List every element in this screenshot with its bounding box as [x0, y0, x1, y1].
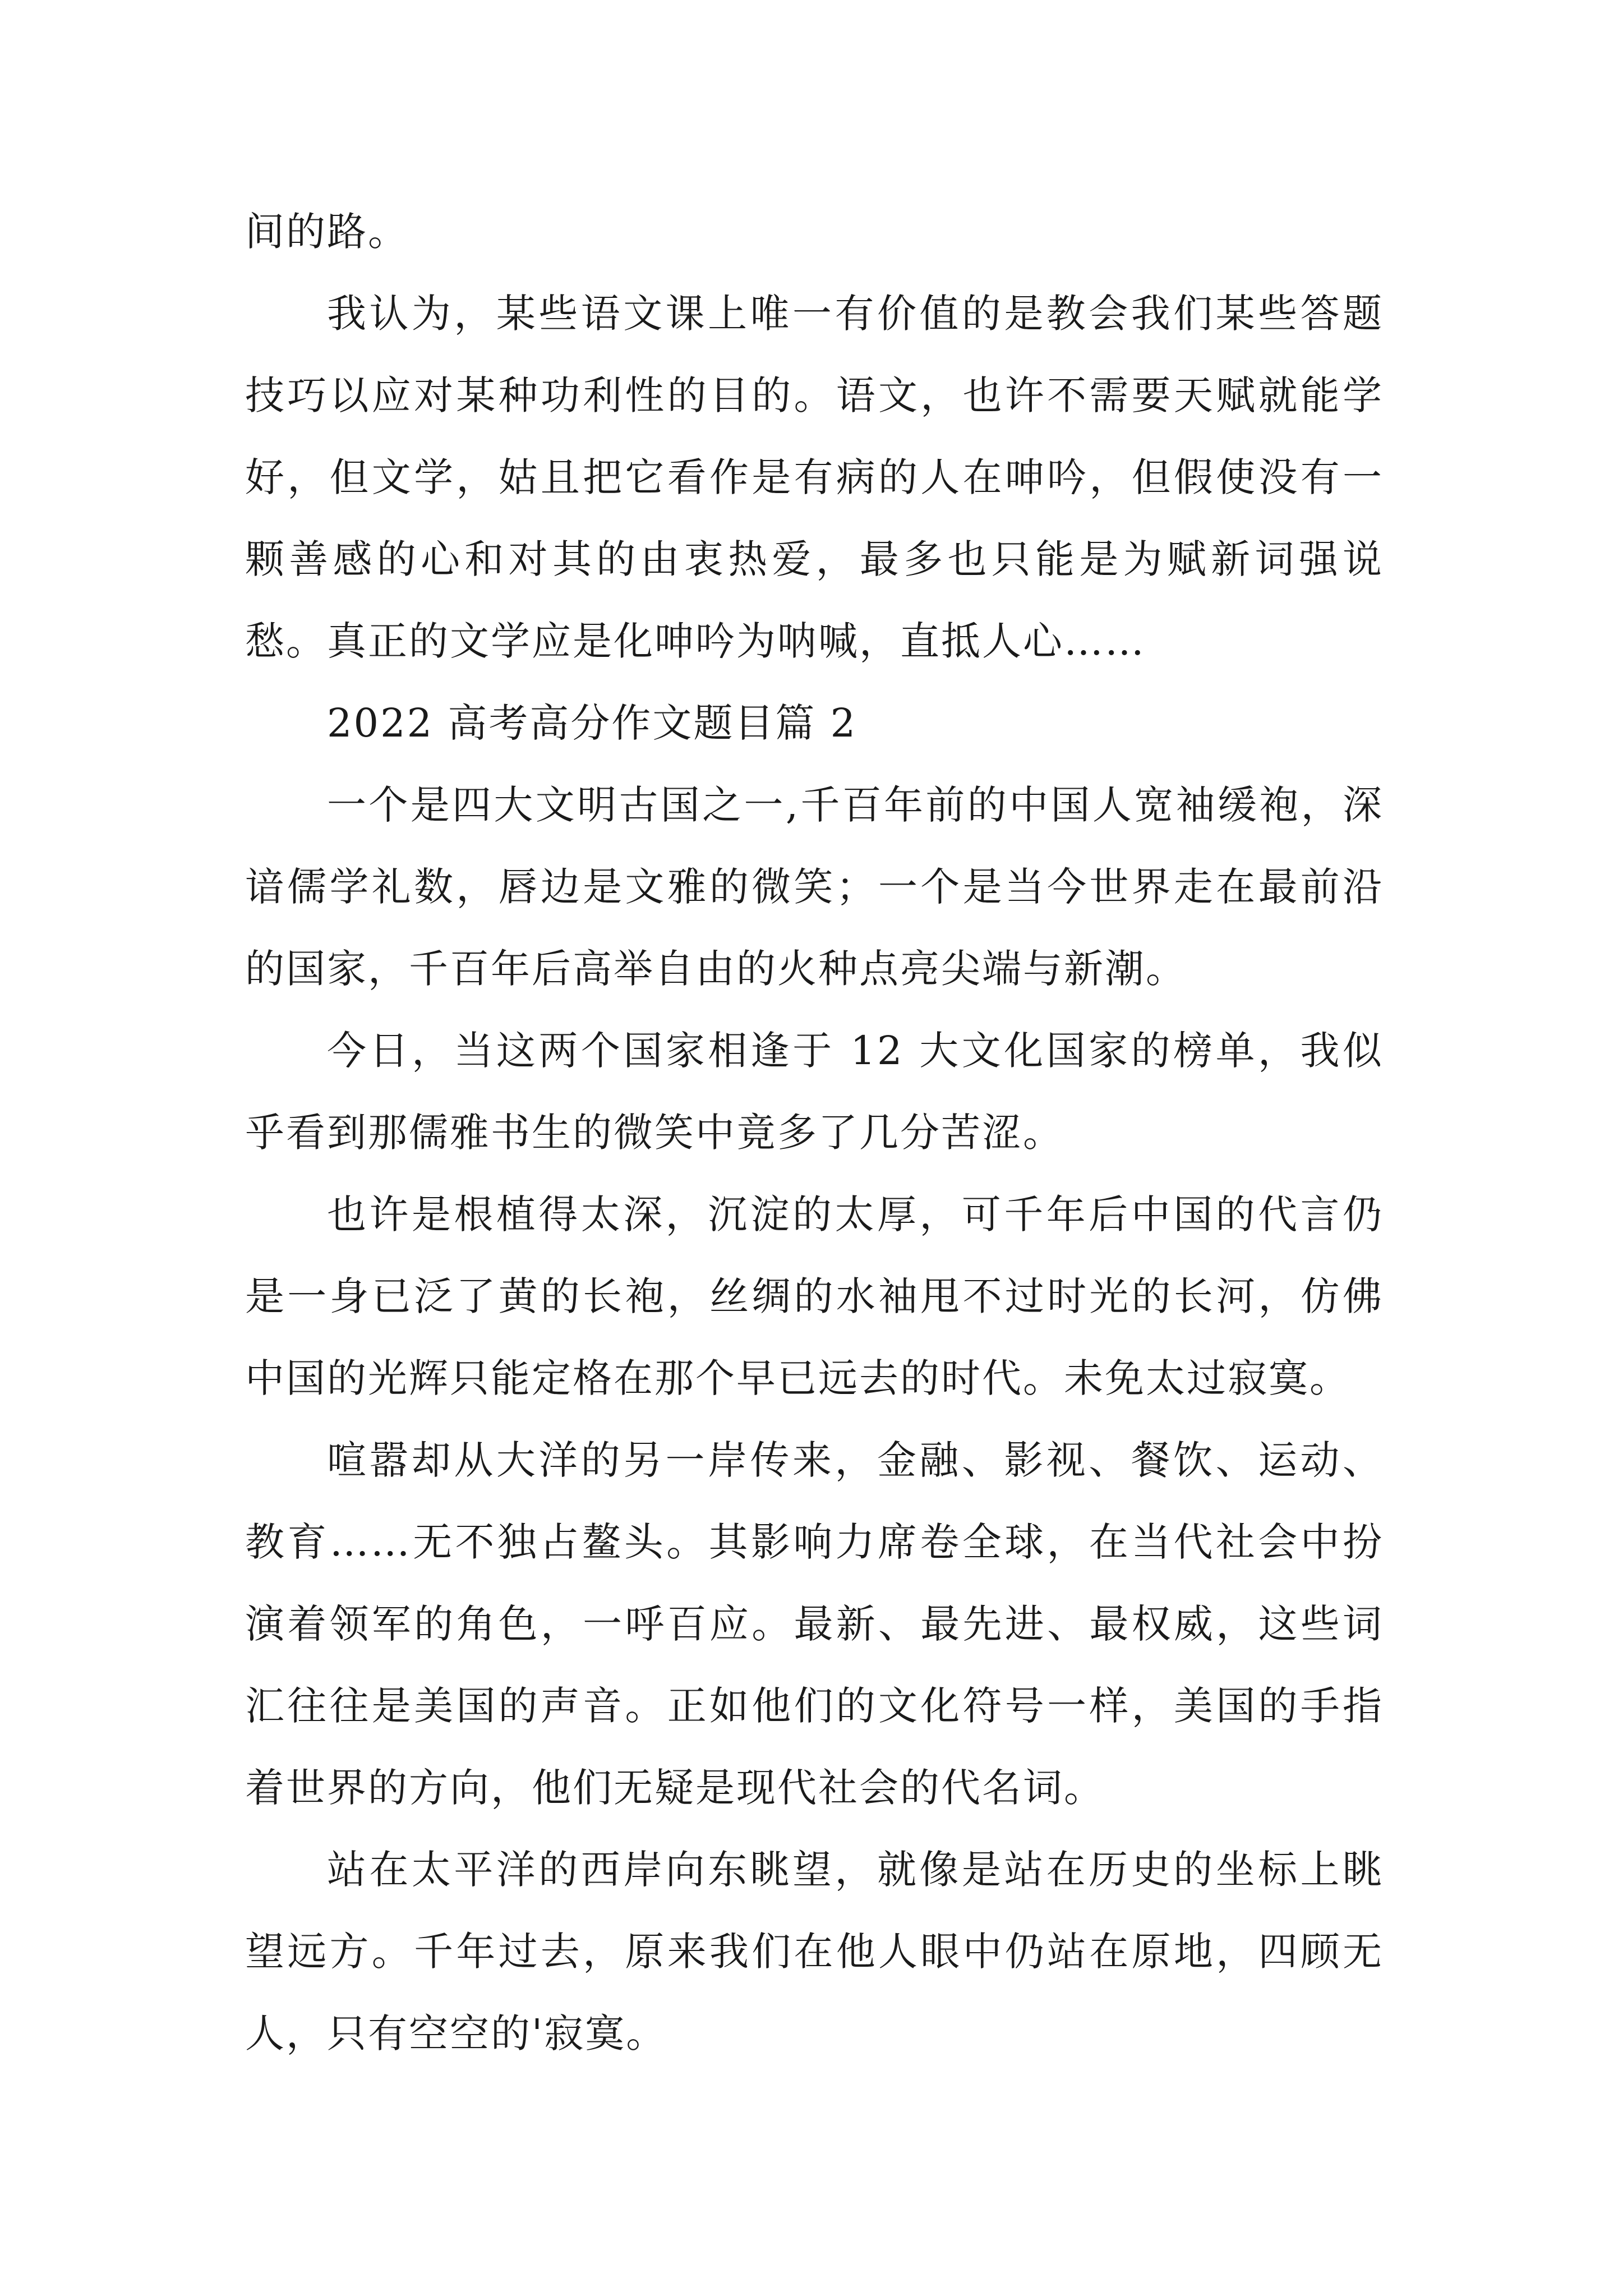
paragraph: 喧嚣却从大洋的另一岸传来，金融、影视、餐饮、运动、教育……无不独占鳌头。其影响力席卷全球，在当代社会中扮演着领军的角色，一呼百应。最新、最先进、最权威，这些词汇往往是美国的声音。正如他们的文化符号一样，美国的手指着世界的方向，他们无疑是现代社会的代名词。 — [245, 1437, 1384, 1811]
document-body — [245, 191, 1384, 2074]
paragraph: 也许是根植得太深，沉淀的太厚，可千年后中国的代言仍是一身已泛了黄的长袍，丝绸的水袖甩不过时光的长河，仿佛中国的光辉只能定格在那个早已远去的时代。未免太过寂寞。 — [245, 1191, 1384, 1401]
paragraph: 一个是四大文明古国之一,千百年前的中国人宽袖缓袍，深谙儒学礼数，唇边是文雅的微笑；一个是当今世界走在最前沿的国家，千百年后高举自由的火种点亮尖端与新潮。 — [245, 782, 1384, 992]
paragraph: 间的路。 — [245, 209, 409, 255]
paragraph: 今日，当这两个国家相逢于 12 大文化国家的榜单，我似乎看到那儒雅书生的微笑中竟多了几分苦涩。 — [245, 1028, 1384, 1156]
paragraph: 我认为，某些语文课上唯一有价值的是教会我们某些答题技巧以应对某种功利性的目的。语文，也许不需要天赋就能学好，但文学，姑且把它看作是有病的人在呻吟，但假使没有一颗善感的心和对其的由衷热爱，最多也只能是为赋新词强说愁。真正的文学应是化呻吟为呐喊，直抵人心…… — [245, 291, 1384, 664]
section-heading: 2022 高考高分作文题目篇 2 — [327, 700, 857, 746]
paragraph: 站在太平洋的西岸向东眺望，就像是站在历史的坐标上眺望远方。千年过去，原来我们在他人眼中仍站在原地，四顾无人，只有空空的'寂寞。 — [245, 1847, 1384, 2056]
